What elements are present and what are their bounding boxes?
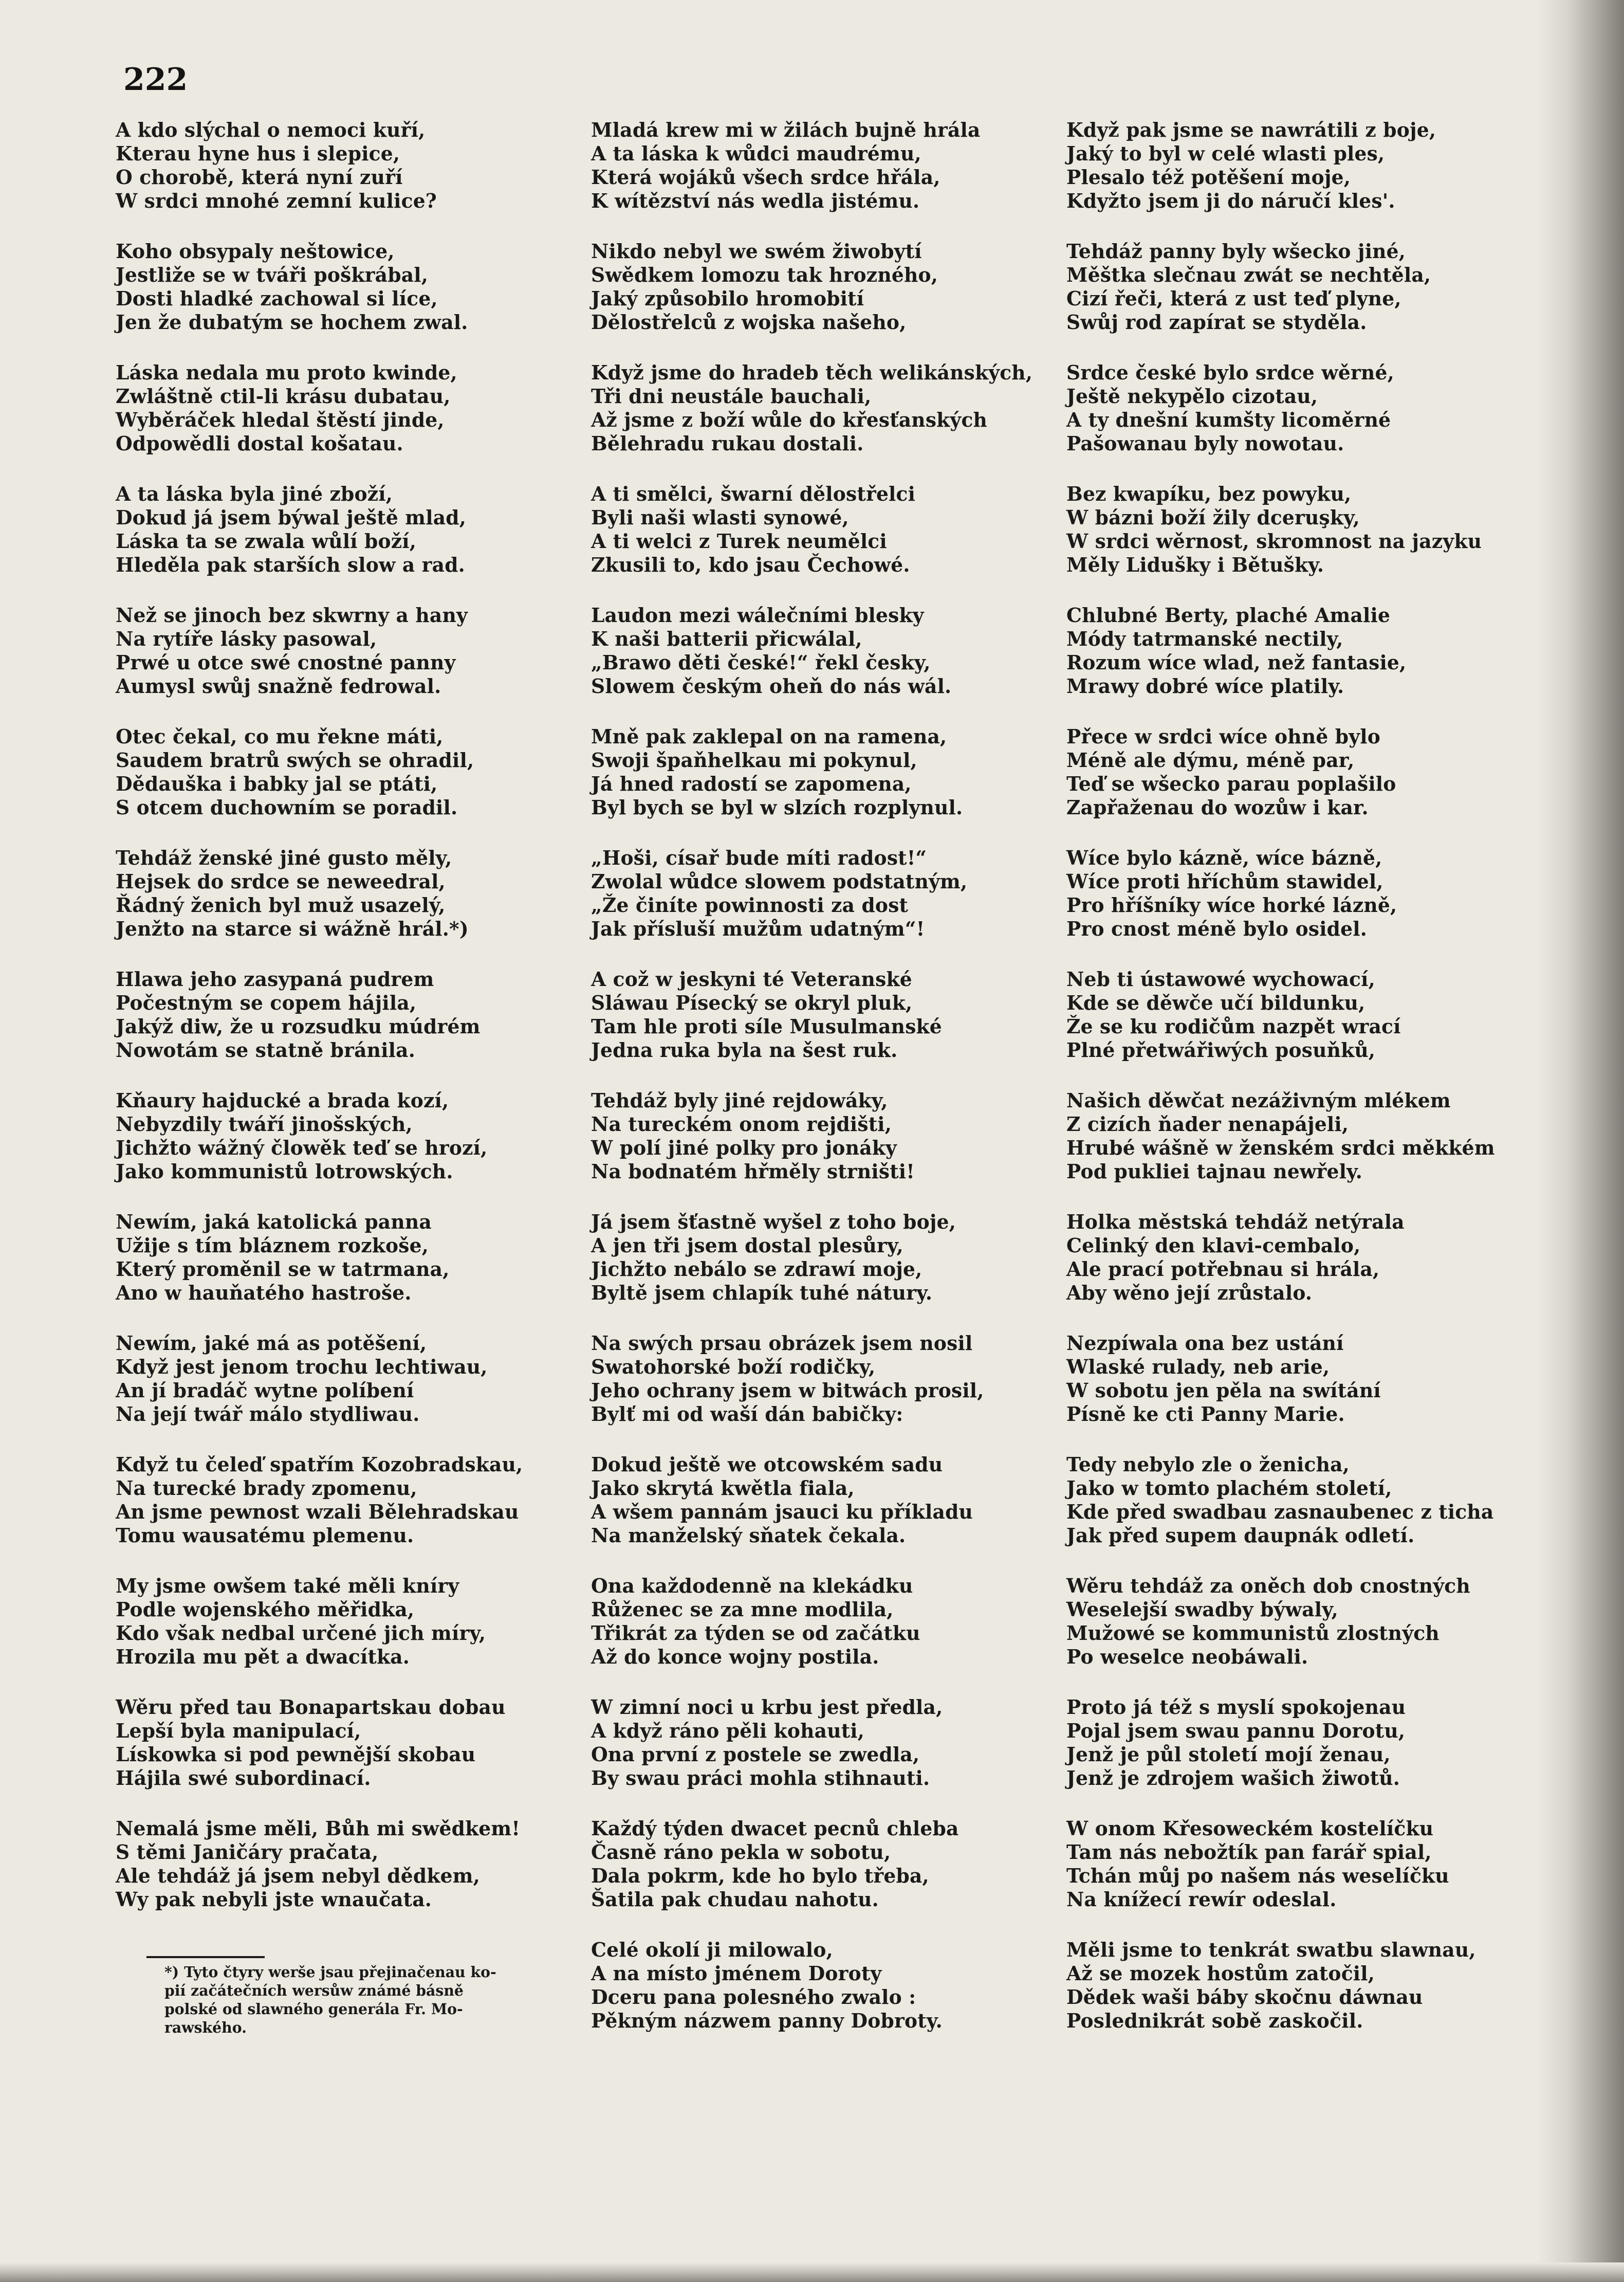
verse-line: Kterau hyne hus i slepice, (116, 142, 400, 165)
stanza (1066, 118, 1514, 240)
verse-line: Dědek waši báby skočnu dáwnau (1066, 1985, 1423, 2009)
stanza (116, 604, 563, 725)
verse-line: Jako skrytá kwětla fiala, (591, 1476, 855, 1500)
verse-line: Wíce proti hříchům stawidel, (1066, 870, 1383, 893)
verse-line: Až jsme z boží wůle do křesťanských (591, 408, 988, 431)
verse-line: Wy pak nebyli jste wnaučata. (116, 1888, 432, 1911)
verse-line: Koho obsypaly neštowice, (116, 240, 395, 263)
verse-line: Na její twář málo stydliwau. (116, 1402, 420, 1426)
verse-line: W srdci wěrnost, skromnost na jazyku (1066, 530, 1482, 553)
verse-line: Kdyžto jsem ji do náručí kles'. (1066, 189, 1395, 212)
verse-line: Až do konce wojny postila. (591, 1645, 879, 1668)
stanza (591, 1817, 1038, 1938)
verse-line: Šatila pak chudau nahotu. (591, 1888, 879, 1911)
verse-line: Zwolal wůdce slowem podstatným, (591, 870, 968, 893)
verse-line: Mně pak zaklepal on na ramena, (591, 725, 947, 748)
stanza (1066, 967, 1514, 1089)
verse-line: Nezpíwala ona bez ustání (1066, 1331, 1344, 1355)
stanza (116, 482, 563, 604)
verse-line: Ale prací potřebnau si hrála, (1066, 1257, 1380, 1281)
verse-line: Podle wojenského měřidka, (116, 1598, 415, 1621)
verse-line: Mladá krew mi w žilách bujně hrála (591, 118, 981, 141)
verse-line: Byli naši wlasti synowé, (591, 506, 849, 529)
stanza (1066, 361, 1514, 482)
verse-line: Hleděla pak starších slow a rad. (116, 553, 465, 576)
verse-line: Z cizích ňader nenapájeli, (1066, 1112, 1349, 1136)
stanza (1066, 482, 1514, 604)
stanza (116, 1817, 563, 1938)
verse-line: Jak před supem daupnák odletí. (1066, 1524, 1415, 1547)
verse-line: Jenž je zdrojem wašich žiwotů. (1066, 1766, 1400, 1790)
stanza (591, 1453, 1038, 1574)
stanza (591, 1695, 1038, 1817)
footnote-line: rawského. (164, 2019, 247, 2036)
verse-line: Jen že dubatým se hochem zwal. (116, 311, 468, 334)
verse-line: Zwláštně ctil-li krásu dubatau, (116, 385, 451, 408)
verse-line: Holka městská tehdáž netýrala (1066, 1210, 1405, 1233)
verse-line: „Hoši, císař bude míti radost!“ (591, 846, 927, 869)
stanza (1066, 1331, 1514, 1453)
verse-line: Jaký způsobilo hromobití (591, 287, 864, 310)
verse-line: Mužowé se kommunistů zlostných (1066, 1621, 1440, 1645)
verse-line: Hrozila mu pět a dwacítka. (116, 1645, 410, 1668)
verse-line: Jichžto nebálo se zdrawí moje, (591, 1257, 922, 1281)
verse-line: Byl bych se byl w slzích rozplynul. (591, 796, 963, 819)
verse-line: Newím, jaké má as potěšení, (116, 1331, 427, 1355)
verse-line: A ta láska k wůdci maudrému, (591, 142, 921, 165)
verse-line: Kňaury hajducké a brada kozí, (116, 1089, 449, 1112)
stanza (1066, 1453, 1514, 1574)
verse-line: Já jsem šťastně wyšel z toho boje, (591, 1210, 956, 1233)
verse-line: S otcem duchowním se poradil. (116, 796, 458, 819)
footnote-line: pií začátečních wersůw známé básně (164, 1982, 464, 1999)
verse-line: Jenž je půl století mojí ženau, (1066, 1743, 1391, 1766)
verse-line: Na knížecí rewír odeslal. (1066, 1888, 1337, 1911)
footnote-line: polské od slawného generála Fr. Mo- (164, 2000, 463, 2018)
verse-line: Měli jsme to tenkrát swatbu slawnau, (1066, 1938, 1476, 1961)
verse-line: Lepší byla manipulací, (116, 1719, 361, 1742)
verse-line: Sláwau Písecký se okryl pluk, (591, 991, 913, 1014)
verse-line: Plesalo též potěšení moje, (1066, 166, 1351, 189)
verse-line: Dosti hladké zachowal si líce, (116, 287, 438, 310)
stanza (116, 1331, 563, 1453)
stanza (591, 1938, 1038, 2059)
verse-line: Rozum wíce wlad, než fantasie, (1066, 651, 1407, 674)
verse-line: W srdci mnohé zemní kulice? (116, 189, 437, 212)
stanza (116, 118, 563, 240)
verse-line: Tehdáž ženské jiné gusto měly, (116, 846, 452, 869)
page-edge-shadow (1539, 0, 1624, 2282)
verse-line: „Brawo děti české!“ řekl česky, (591, 651, 931, 674)
verse-line: An jsme pewnost wzali Bělehradskau (116, 1500, 519, 1523)
verse-line: A wšem pannám jsauci ku příkladu (591, 1500, 973, 1523)
verse-line: Pašowanau byly nowotau. (1066, 432, 1344, 455)
verse-line: Plné přetwářiwých posuňků, (1066, 1038, 1376, 1062)
verse-line: Měly Lidušky i Bětušky. (1066, 553, 1324, 576)
poem-column-left (116, 118, 563, 1938)
footnote-line: *) Tyto čtyry werše jsau přejinačenau ko- (164, 1963, 496, 1981)
verse-line: Na swých prsau obrázek jsem nosil (591, 1331, 973, 1355)
verse-line: Ale tehdáž já jsem nebyl dědkem, (116, 1864, 480, 1887)
stanza (1066, 240, 1514, 361)
verse-line: Méně ale dýmu, méně par, (1066, 749, 1355, 772)
verse-line: A ta láska byla jiné zboží, (116, 482, 393, 505)
verse-line: Řádný ženich byl muž usazelý, (116, 893, 446, 917)
verse-line: Kde se děwče učí bildunku, (1066, 991, 1365, 1014)
verse-line: Jak přísluší mužům udatným“! (591, 917, 925, 940)
verse-line: Na tureckém onom rejdišti, (591, 1112, 892, 1136)
verse-line: Když jest jenom trochu lechtiwau, (116, 1355, 488, 1378)
verse-line: Aby wěno její zrůstalo. (1066, 1281, 1313, 1304)
verse-line: K wítězství nás wedla jistému. (591, 189, 920, 212)
stanza (116, 846, 563, 967)
verse-line: Bez kwapíku, bez powyku, (1066, 482, 1352, 505)
stanza (591, 1210, 1038, 1331)
verse-line: Dělostřelců z wojska našeho, (591, 311, 907, 334)
verse-line: A ty dnešní kumšty licoměrné (1066, 408, 1391, 431)
verse-line: Pro hříšníky wíce horké lázně, (1066, 893, 1397, 917)
stanza (116, 361, 563, 482)
stanza (1066, 1089, 1514, 1210)
verse-line: Zapřaženau do wozůw i kar. (1066, 796, 1369, 819)
stanza (591, 846, 1038, 967)
stanza (1066, 604, 1514, 725)
stanza (591, 482, 1038, 604)
verse-line: Nebyzdily twáří jinošských, (116, 1112, 413, 1136)
stanza (1066, 1695, 1514, 1817)
verse-line: Tři dni neustále bauchali, (591, 385, 872, 408)
verse-line: Chlubné Berty, plaché Amalie (1066, 604, 1391, 627)
verse-line: Na turecké brady zpomenu, (116, 1476, 417, 1500)
verse-line: W polí jiné polky pro jonáky (591, 1136, 897, 1159)
verse-line: A kdo slýchal o nemoci kuří, (116, 118, 426, 141)
stanza (591, 1574, 1038, 1695)
verse-line: Odpowědli dostal košatau. (116, 432, 403, 455)
verse-line: Srdce české bylo srdce wěrné, (1066, 361, 1394, 384)
poem-column-middle (591, 118, 1038, 2059)
verse-line: Tchán můj po našem nás weselíčku (1066, 1864, 1449, 1887)
verse-line: Když jsme do hradeb těch welikánských, (591, 361, 1033, 384)
verse-line: Hrubé wášně w ženském srdci měkkém (1066, 1136, 1495, 1159)
verse-line: Tehdáž panny byly wšecko jiné, (1066, 240, 1406, 263)
verse-line: By swau práci mohla stihnauti. (591, 1766, 930, 1790)
verse-line: Swoji špaňhelkau mi pokynul, (591, 749, 917, 772)
verse-line: Celé okolí ji milowalo, (591, 1938, 833, 1961)
stanza (1066, 1574, 1514, 1695)
verse-line: Prwé u otce swé cnostné panny (116, 651, 456, 674)
verse-line: Bělehradu rukau dostali. (591, 432, 864, 455)
verse-line: A na místo jménem Doroty (591, 1962, 882, 1985)
verse-line: Poslednikrát sobě zaskočil. (1066, 2009, 1363, 2032)
verse-line: Swědkem lomozu tak hrozného, (591, 263, 938, 286)
verse-line: Dala pokrm, kde ho bylo třeba, (591, 1864, 929, 1887)
footnote (164, 1963, 586, 2037)
verse-line: Teď se wšecko parau poplašilo (1066, 772, 1396, 795)
verse-line: Jenžto na starce si wážně hrál.*) (116, 917, 469, 940)
verse-line: Dokud já jsem býwal ještě mlad, (116, 506, 467, 529)
verse-line: Laudon mezi wálečními blesky (591, 604, 924, 627)
verse-line: Dokud ještě we otcowském sadu (591, 1453, 943, 1476)
verse-line: Hlawa jeho zasypaná pudrem (116, 967, 434, 991)
stanza (1066, 725, 1514, 846)
verse-line: S těmi Janičáry pračata, (116, 1840, 379, 1864)
verse-line: Třikrát za týden se od začátku (591, 1621, 920, 1645)
page-bottom-shadow (0, 2262, 1624, 2282)
verse-line: Který proměnil se w tatrmana, (116, 1257, 450, 1281)
verse-line: Než se jinoch bez skwrny a hany (116, 604, 468, 627)
verse-line: Nowotám se statně bránila. (116, 1038, 415, 1062)
verse-line: Písně ke cti Panny Marie. (1066, 1402, 1345, 1426)
verse-line: Na bodnatém hřměly strništi! (591, 1160, 915, 1183)
verse-line: Módy tatrmanské nectily, (1066, 627, 1343, 650)
verse-line: Pod pukliei tajnau newřely. (1066, 1160, 1363, 1183)
verse-line: A ti smělci, šwarní dělostřelci (591, 482, 916, 505)
verse-line: Swůj rod zapírat se styděla. (1066, 311, 1367, 334)
verse-line: Růženec se za mne modlila, (591, 1598, 894, 1621)
verse-line: Wyběráček hledal štěstí jinde, (116, 408, 445, 431)
verse-line: Saudem bratrů swých se ohradil, (116, 749, 474, 772)
verse-line: A ti welci z Turek neumělci (591, 530, 887, 553)
verse-line: Jakýž diw, že u rozsudku múdrém (116, 1015, 481, 1038)
verse-line: Láska ta se zwala wůlí boží, (116, 530, 417, 553)
verse-line: W sobotu jen pěla na swítání (1066, 1379, 1381, 1402)
verse-line: Tam hle proti síle Musulmanské (591, 1015, 942, 1038)
verse-line: Wlaské rulady, neb arie, (1066, 1355, 1330, 1378)
verse-line: Zkusili to, kdo jsau Čechowé. (591, 553, 910, 576)
verse-line: W bázni boží žily dceruşky, (1066, 506, 1360, 529)
verse-line: Jaký to byl w celé wlasti ples, (1066, 142, 1385, 165)
verse-line: Dceru pana polesného zwalo : (591, 1985, 916, 2009)
verse-line: Newím, jaká katolická panna (116, 1210, 432, 1233)
stanza (591, 967, 1038, 1089)
verse-line: Jestliže se w tváři poškrábal, (116, 263, 429, 286)
stanza (591, 240, 1038, 361)
verse-line: Weselejší swadby býwaly, (1066, 1598, 1338, 1621)
verse-line: Měštka slečnau zwát se nechtěla, (1066, 263, 1431, 286)
page-number: 222 (123, 62, 188, 98)
verse-line: Na rytíře lásky pasowal, (116, 627, 377, 650)
verse-line: An jí bradáč wytne políbení (116, 1379, 414, 1402)
poem-column-right (1066, 118, 1514, 2059)
stanza (116, 1574, 563, 1695)
verse-line: Po weselce neobáwali. (1066, 1645, 1308, 1668)
verse-line: Slowem českým oheň do nás wál. (591, 674, 952, 698)
stanza (116, 725, 563, 846)
verse-line: Tedy nebylo zle o ženicha, (1066, 1453, 1350, 1476)
verse-line: Wěru tehdáž za oněch dob cnostných (1066, 1574, 1470, 1597)
stanza (1066, 1938, 1514, 2059)
verse-line: Tomu wausatému plemenu. (116, 1524, 414, 1547)
stanza (591, 118, 1038, 240)
verse-line: Dědauška i babky jal se ptáti, (116, 772, 438, 795)
verse-line: Ano w hauňatého hastroše. (116, 1281, 412, 1304)
verse-line: Já hned radostí se zapomena, (591, 772, 912, 795)
verse-line: Cizí řeči, která z ust teď plyne, (1066, 287, 1401, 310)
verse-line: Hejsek do srdce se neweedral, (116, 870, 446, 893)
verse-line: My jsme owšem také měli kníry (116, 1574, 459, 1597)
verse-line: A což w jeskyni té Veteranské (591, 967, 912, 991)
verse-line: Užije s tím bláznem rozkoše, (116, 1234, 429, 1257)
verse-line: Celinký den klavi-cembalo, (1066, 1234, 1361, 1257)
verse-line: Otec čekal, co mu řekne máti, (116, 725, 444, 748)
verse-line: Časně ráno pekla w sobotu, (591, 1840, 891, 1864)
stanza (116, 1210, 563, 1331)
stanza (591, 361, 1038, 482)
verse-line: Jichžto wážný člowěk teď se hrozí, (116, 1136, 488, 1159)
stanza (1066, 1817, 1514, 1938)
stanza (591, 1089, 1038, 1210)
verse-line: Jako kommunistů lotrowských. (116, 1160, 453, 1183)
verse-line: Jako w tomto plachém století, (1066, 1476, 1392, 1500)
verse-line: Nikdo nebyl we swém žiwobytí (591, 240, 922, 263)
verse-line: Pěkným názwem panny Dobroty. (591, 2009, 943, 2032)
verse-line: Neb ti ústawowé wychowací, (1066, 967, 1375, 991)
verse-line: Aumysl swůj snažně fedrowal. (116, 674, 441, 698)
verse-line: W zimní noci u krbu jest předla, (591, 1695, 943, 1719)
verse-line: Proto já též s myslí spokojenau (1066, 1695, 1406, 1719)
verse-line: Swatohorské boží rodičky, (591, 1355, 876, 1378)
verse-line: Tam nás nebožtík pan farář spial, (1066, 1840, 1432, 1864)
verse-line: Bylť mi od waší dán babičky: (591, 1402, 903, 1426)
verse-line: Až se mozek hostům zatočil, (1066, 1962, 1375, 1985)
verse-line: Lískowka si pod pewnější skobau (116, 1743, 476, 1766)
verse-line: Kdo však nedbal určené jich míry, (116, 1621, 486, 1645)
verse-line: Která wojáků všech srdce hřála, (591, 166, 940, 189)
verse-line: „Že činíte powinnosti za dost (591, 893, 909, 917)
verse-line: Když tu čeleď spatřím Kozobradskau, (116, 1453, 523, 1476)
verse-line: Mrawy dobré wíce platily. (1066, 674, 1344, 698)
stanza (1066, 846, 1514, 967)
verse-line: Wíce bylo kázně, wíce bázně, (1066, 846, 1382, 869)
verse-line: Wěru před tau Bonapartskau dobau (116, 1695, 506, 1719)
stanza (116, 967, 563, 1089)
stanza (116, 1089, 563, 1210)
stanza (116, 240, 563, 361)
verse-line: Když pak jsme se nawrátili z boje, (1066, 118, 1436, 141)
stanza (116, 1453, 563, 1574)
verse-line: A jen tři jsem dostal plesůry, (591, 1234, 903, 1257)
verse-line: Jedna ruka byla na šest ruk. (591, 1038, 898, 1062)
verse-line: A když ráno pěli kohauti, (591, 1719, 865, 1742)
verse-line: Ještě nekypělo cizotau, (1066, 385, 1318, 408)
footnote-rule (146, 1956, 265, 1958)
verse-line: Že se ku rodičům nazpět wrací (1066, 1015, 1401, 1038)
verse-line: Tehdáž byly jiné rejdowáky, (591, 1089, 888, 1112)
verse-line: Na manželský sňatek čekala. (591, 1524, 906, 1547)
verse-line: Přece w srdci wíce ohně bylo (1066, 725, 1380, 748)
verse-line: Počestným se copem hájila, (116, 991, 417, 1014)
verse-line: Láska nedala mu proto kwinde, (116, 361, 457, 384)
verse-line: O chorobě, která nyní zuří (116, 166, 403, 189)
verse-line: Ona každodenně na klekádku (591, 1574, 913, 1597)
verse-line: Ona první z postele se zwedla, (591, 1743, 920, 1766)
stanza (1066, 1210, 1514, 1331)
verse-line: Pojal jsem swau pannu Dorotu, (1066, 1719, 1406, 1742)
verse-line: Jeho ochrany jsem w bitwách prosil, (591, 1379, 984, 1402)
verse-line: K naši batterii přicwálal, (591, 627, 862, 650)
verse-line: Kde před swadbau zasnaubenec z ticha (1066, 1500, 1494, 1523)
verse-line: Hájila swé subordinací. (116, 1766, 371, 1790)
verse-line: Nemalá jsme měli, Bůh mi swědkem! (116, 1817, 521, 1840)
stanza (591, 725, 1038, 846)
verse-line: Pro cnost méně bylo osidel. (1066, 917, 1368, 940)
verse-line: Každý týden dwacet pecnů chleba (591, 1817, 959, 1840)
verse-line: Našich děwčat nezáživným mlékem (1066, 1089, 1451, 1112)
stanza (591, 1331, 1038, 1453)
stanza (591, 604, 1038, 725)
verse-line: Byltě jsem chlapík tuhé nátury. (591, 1281, 933, 1304)
verse-line: W onom Křesoweckém kostelíčku (1066, 1817, 1434, 1840)
stanza (116, 1695, 563, 1817)
